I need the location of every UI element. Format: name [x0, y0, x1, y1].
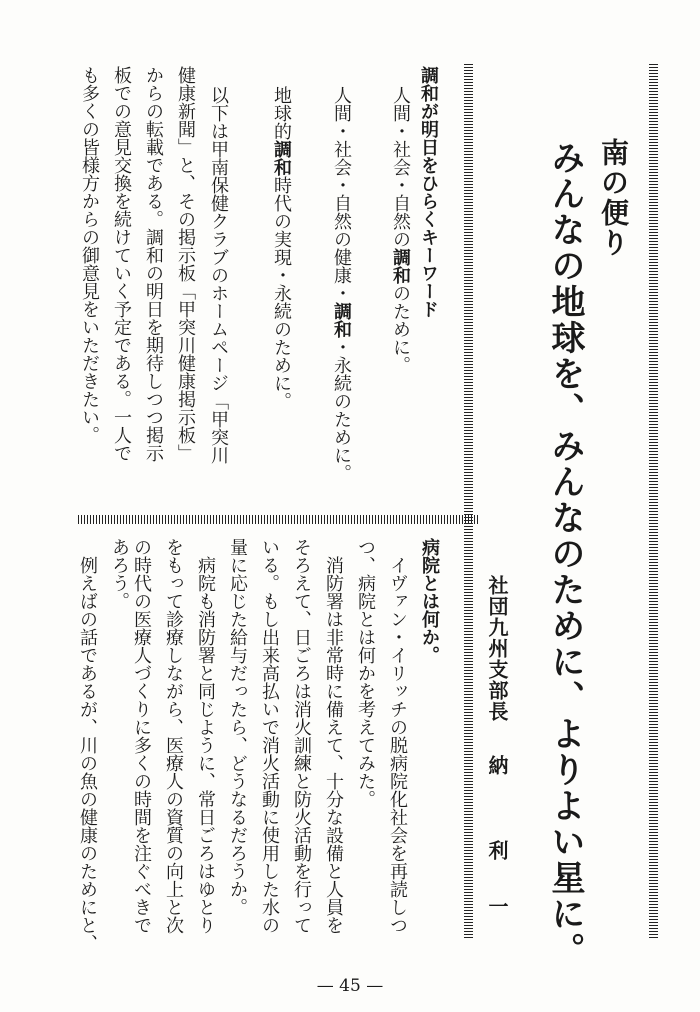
body-line: いる。もし出来高払いで消火活動に使用した水の [259, 538, 280, 934]
intro-line: からの転載である。調和の明日を期待しつつ掲示 [143, 66, 164, 462]
keyword-heading: 調和が明日をひらくキーワード [418, 66, 439, 318]
series-title: 南の便り [597, 138, 630, 258]
slogan-line-2 [332, 86, 350, 482]
keyword-box-bottom-rule [78, 515, 478, 524]
intro-line: 健康新聞」と、その掲示板「甲突川健康掲示板」 [175, 66, 196, 462]
author-given-name: 利 一 [485, 840, 509, 922]
header-right-rule [649, 64, 658, 939]
intro-line: も多くの皆様方からの御意見をいただきたい。 [79, 66, 100, 444]
body-line: の時代の医療人づくりに多くの時間を注ぐべきで [131, 538, 152, 934]
slogan-2-keyword: 調和 [331, 302, 352, 338]
header-left-rule [464, 64, 473, 939]
body-line: 病院も消防署と同じように、常日ごろはゆとり [195, 556, 216, 934]
article-title: みんなの地球を、みんなのために、よりよい星に。 [545, 140, 585, 968]
section-heading: 病院とは何か。 [419, 538, 440, 664]
slogan-1-tail: のために。 [390, 284, 411, 374]
slogan-2-text: 人間・社会・自然の健康・ [331, 86, 352, 302]
slogan-line-3 [272, 86, 290, 410]
body-line: そろえて、日ごろは消火訓練と防火活動を行って [291, 538, 312, 934]
body-line: 例えばの話であるが、川の魚の健康のためにと、 [77, 556, 98, 952]
slogan-1-text: 人間・社会・自然の [390, 86, 411, 248]
body-line: をもって診療しながら、医療人の資質の向上と次 [163, 538, 184, 934]
body-line: イヴァン・イリッチの脱病院化社会を再読しつ [387, 556, 408, 934]
author-affiliation: 社団九州支部長 [485, 575, 509, 722]
slogan-3-tail: 時代の実現・永続のために。 [271, 176, 292, 410]
slogan-3-text: 地球的 [271, 86, 292, 140]
body-line: 消防署は非常時に備えて、十分な設備と人員を [323, 556, 344, 934]
page-number: — 45 — [316, 976, 384, 996]
author-family-name: 納 [485, 755, 509, 775]
body-line: つ、病院とは何かを考えてみた。 [355, 538, 376, 808]
slogan-3-keyword: 調和 [271, 140, 292, 176]
body-line: あろう。 [109, 538, 130, 610]
body-line: 量に応じた給与だったら、どうなるだろうか。 [227, 538, 248, 916]
slogan-1-keyword: 調和 [390, 248, 411, 284]
intro-line: 以下は甲南保健クラブのホームページ「甲突川 [208, 86, 229, 464]
slogan-2-tail: ・永続のために。 [331, 338, 352, 482]
intro-line: 板での意見交換を続けていく予定である。一人で [111, 66, 132, 462]
slogan-line-1 [391, 86, 409, 374]
